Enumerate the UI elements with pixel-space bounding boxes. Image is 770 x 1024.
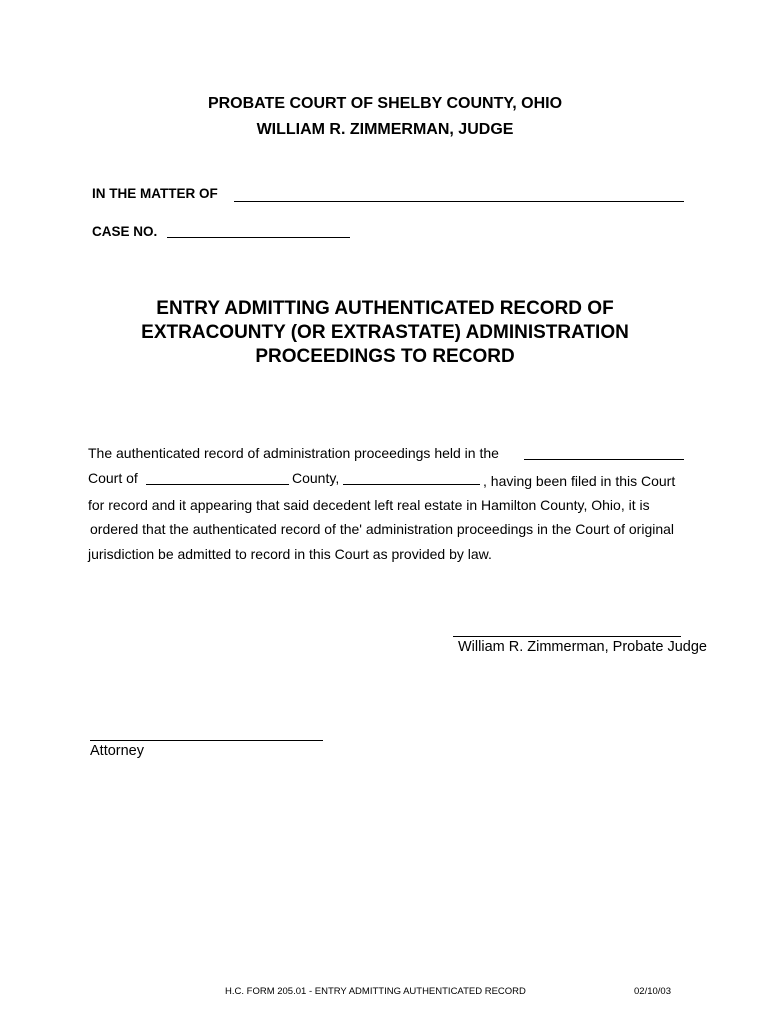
judge-signature-line[interactable] — [453, 636, 681, 637]
entry-title-line-3: PROCEEDINGS TO RECORD — [255, 346, 515, 367]
court-field[interactable] — [146, 484, 289, 485]
county-field[interactable] — [343, 484, 480, 485]
body-line-4: ordered that the authenticated record of the' administration proceedings in the Court of original — [90, 521, 675, 537]
judge-name: WILLIAM R. ZIMMERMAN, JUDGE — [256, 121, 514, 138]
court-name: PROBATE COURT OF SHELBY COUNTY, OHIO — [207, 95, 563, 112]
having-filed-text: , having been filed in this Court — [483, 473, 676, 489]
body-line-5: jurisdiction be admitted to record in this Court as provided by law. — [88, 546, 492, 562]
form-date: 02/10/03 — [634, 986, 671, 997]
matter-label: IN THE MATTER OF — [92, 186, 218, 201]
body-line-1: The authenticated record of administration proceedings held in the — [88, 445, 499, 461]
case-number-label: CASE NO. — [92, 224, 158, 239]
form-identifier: H.C. FORM 205.01 - ENTRY ADMITTING AUTHENTICATED RECORD — [225, 986, 526, 997]
judge-signature-label: William R. Zimmerman, Probate Judge — [458, 639, 707, 655]
case-number-field[interactable] — [167, 237, 350, 238]
entry-title-line-2: EXTRACOUNTY (OR EXTRASTATE) ADMINISTRATION — [141, 322, 629, 343]
proceedings-location-field[interactable] — [524, 459, 684, 460]
attorney-signature-line[interactable] — [90, 740, 323, 741]
matter-name-field[interactable] — [234, 201, 684, 202]
court-of-label: Court of — [88, 470, 138, 486]
body-line-3: for record and it appearing that said decedent left real estate in Hamilton County, Ohio, it is — [88, 497, 650, 513]
attorney-signature-label: Attorney — [90, 743, 144, 759]
entry-title-line-1: ENTRY ADMITTING AUTHENTICATED RECORD OF — [156, 298, 614, 319]
county-label: County, — [292, 470, 340, 486]
